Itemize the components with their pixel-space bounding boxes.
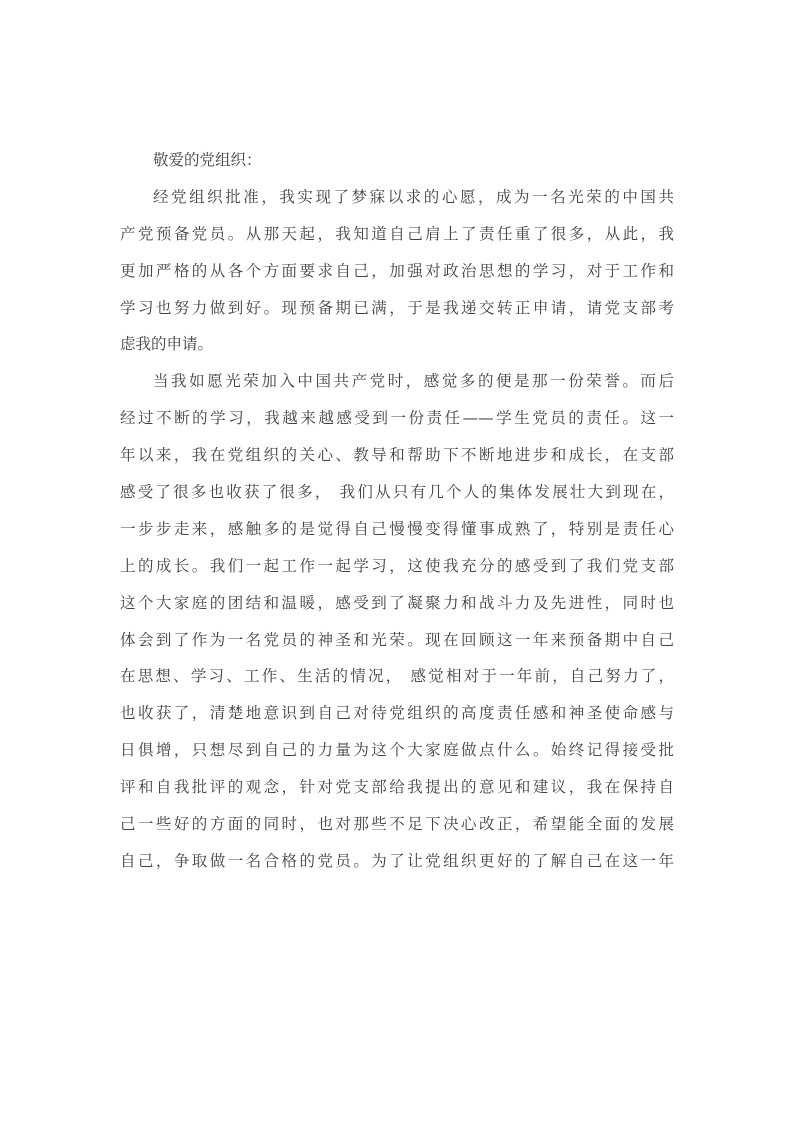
document-page (120, 142, 674, 880)
paragraph-1 (120, 179, 674, 363)
paragraph-2 (120, 363, 674, 879)
paragraph-line: 在思想、学习、工作、生活的情况， 感觉相对于一年前，自己努力了， (120, 667, 674, 686)
paragraph-line: 体会到了作为一名党员的神圣和光荣。现在回顾这一年来预备期中自己 (120, 630, 674, 649)
paragraph-line: 这个大家庭的团结和温暖，感受到了凝聚力和战斗力及先进性，同时也 (120, 593, 674, 612)
paragraph-line: 评和自我批评的观念，针对党支部给我提出的意见和建议，我在保持自 (120, 778, 674, 797)
paragraph-line: 年以来，我在党组织的关心、教导和帮助下不断地进步和成长，在支部 (120, 446, 674, 465)
salutation: 敬爱的党组织： (153, 151, 262, 169)
paragraph-line: 自己，争取做一名合格的党员。为了让党组织更好的了解自己在这一年 (120, 851, 674, 870)
paragraph-line: 经过不断的学习，我越来越感受到一份责任——学生党员的责任。这一 (120, 409, 674, 428)
paragraph-line: 感受了很多也收获了很多， 我们从只有几个人的集体发展壮大到现在， (120, 483, 674, 502)
paragraph-line: 产党预备党员。从那天起，我知道自己肩上了责任重了很多，从此，我 (120, 224, 674, 243)
paragraph-line: 己一些好的方面的同时，也对那些不足下决心改正，希望能全面的发展 (120, 815, 674, 834)
paragraph-line: 更加严格的从各个方面要求自己，加强对政治思想的学习，对于工作和 (120, 261, 674, 280)
paragraph-line: 日俱增，只想尽到自己的力量为这个大家庭做点什么。始终记得接受批 (120, 741, 674, 760)
paragraph-line: 也收获了，清楚地意识到自己对待党组织的高度责任感和神圣使命感与 (120, 704, 674, 723)
paragraph-line: 一步步走来，感触多的是觉得自己慢慢变得懂事成熟了，特别是责任心 (120, 519, 674, 538)
paragraph-line: 上的成长。我们一起工作一起学习，这使我充分的感受到了我们党支部 (120, 556, 674, 575)
paragraph-line: 经党组织批准，我实现了梦寐以求的心愿，成为一名光荣的中国共 (153, 187, 674, 206)
paragraph-line: 当我如愿光荣加入中国共产党时，感觉多的便是那一份荣誉。而后 (153, 372, 674, 391)
paragraph-line: 虑我的申请。 (120, 335, 214, 354)
paragraph-line: 学习也努力做到好。现预备期已满，于是我递交转正申请，请党支部考 (120, 298, 674, 317)
